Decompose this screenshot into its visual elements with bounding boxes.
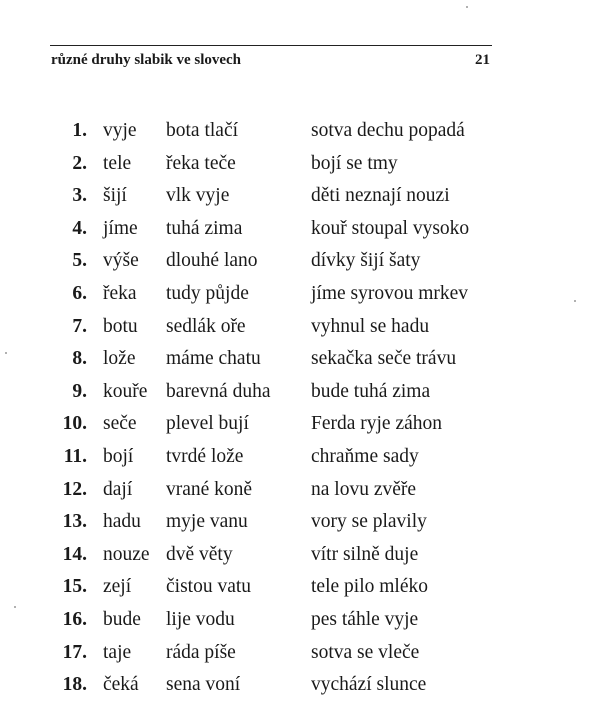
item-sentence: tele pilo mléko <box>311 576 428 598</box>
list-item <box>0 571 600 604</box>
item-sentence: děti neznají nouzi <box>311 185 450 207</box>
item-sentence: sotva se vleče <box>311 641 420 663</box>
list-item <box>0 669 600 702</box>
item-phrase: řeka teče <box>166 152 236 174</box>
item-number: 2. <box>72 152 87 174</box>
item-sentence: bojí se tmy <box>311 152 398 174</box>
item-word: šijí <box>103 185 127 207</box>
list-item <box>0 245 600 278</box>
item-phrase: tvrdé lože <box>166 445 244 467</box>
item-number: 16. <box>62 608 87 630</box>
item-phrase: myje vanu <box>166 511 248 533</box>
item-word: taje <box>103 641 132 663</box>
item-word: výše <box>103 250 139 272</box>
list-item <box>0 311 600 344</box>
item-number: 4. <box>72 217 87 239</box>
item-phrase: dvě věty <box>166 543 233 565</box>
item-sentence: vychází slunce <box>311 674 427 696</box>
scan-speck <box>5 352 7 354</box>
item-word: kouře <box>103 380 148 402</box>
list-item <box>0 604 600 637</box>
list-item <box>0 213 600 246</box>
item-phrase: lije vodu <box>166 608 235 630</box>
item-phrase: bota tlačí <box>166 120 239 141</box>
item-phrase: barevná duha <box>166 380 271 402</box>
item-word: hadu <box>103 511 141 533</box>
item-sentence: chraňme sady <box>311 445 419 467</box>
item-sentence: vyhnul se hadu <box>311 315 430 337</box>
list-item <box>0 180 600 213</box>
item-sentence: vory se plavily <box>311 511 427 533</box>
item-number: 13. <box>62 511 87 533</box>
item-phrase: čistou vatu <box>166 576 252 598</box>
item-word: čeká <box>103 674 139 696</box>
page-number: 21 <box>475 52 490 68</box>
item-number: 6. <box>72 282 87 304</box>
item-sentence: pes táhle vyje <box>311 608 419 630</box>
scan-speck <box>466 6 468 8</box>
item-number: 8. <box>72 348 87 370</box>
list-item <box>0 474 600 507</box>
item-number: 3. <box>72 185 87 207</box>
item-number: 17. <box>62 641 87 663</box>
item-number: 10. <box>62 413 87 435</box>
item-number: 1. <box>72 120 87 141</box>
item-word: bude <box>103 608 141 630</box>
item-phrase: tuhá zima <box>166 217 243 239</box>
list-item <box>0 343 600 376</box>
list-item <box>0 408 600 441</box>
item-number: 12. <box>62 478 87 500</box>
item-sentence: sotva dechu popadá <box>311 120 465 141</box>
item-sentence: na lovu zvěře <box>311 478 417 500</box>
item-phrase: dlouhé lano <box>166 250 258 272</box>
item-phrase: vlk vyje <box>166 185 230 207</box>
item-sentence: dívky šijí šaty <box>311 250 421 272</box>
item-number: 18. <box>62 674 87 696</box>
word-list <box>0 115 600 702</box>
item-word: seče <box>103 413 137 435</box>
running-header-title: různé druhy slabik ve slovech <box>51 52 242 68</box>
item-phrase: plevel bují <box>166 413 249 435</box>
list-item <box>0 278 600 311</box>
scan-speck <box>574 300 576 302</box>
item-number: 11. <box>63 445 87 467</box>
item-phrase: tudy půjde <box>166 282 249 304</box>
item-sentence: bude tuhá zima <box>311 380 431 402</box>
item-number: 9. <box>72 380 87 402</box>
item-word: tele <box>103 152 132 174</box>
item-sentence: sekačka seče trávu <box>311 348 457 370</box>
item-word: jíme <box>103 217 138 239</box>
list-item <box>0 637 600 670</box>
item-phrase: sedlák oře <box>166 315 246 337</box>
list-item <box>0 115 600 148</box>
item-number: 5. <box>72 250 87 272</box>
item-phrase: sena voní <box>166 674 241 696</box>
item-phrase: máme chatu <box>166 348 261 370</box>
list-item <box>0 441 600 474</box>
list-item <box>0 539 600 572</box>
item-word: zejí <box>103 576 132 598</box>
item-word: dají <box>103 478 133 500</box>
item-number: 15. <box>62 576 87 598</box>
item-word: botu <box>103 315 138 337</box>
item-word: řeka <box>103 282 137 304</box>
list-item <box>0 148 600 181</box>
item-word: vyje <box>103 120 137 141</box>
scan-speck <box>14 606 16 608</box>
item-phrase: vrané koně <box>166 478 253 500</box>
item-sentence: jíme syrovou mrkev <box>311 282 469 304</box>
item-number: 14. <box>62 543 87 565</box>
item-phrase: ráda píše <box>166 641 236 663</box>
item-sentence: vítr silně duje <box>311 543 419 565</box>
header-rule <box>50 45 492 46</box>
list-item <box>0 506 600 539</box>
item-sentence: kouř stoupal vysoko <box>311 217 470 239</box>
item-word: bojí <box>103 445 134 467</box>
item-word: nouze <box>103 543 150 565</box>
list-item <box>0 376 600 409</box>
item-word: lože <box>103 348 136 370</box>
item-sentence: Ferda ryje záhon <box>311 413 443 435</box>
item-number: 7. <box>72 315 87 337</box>
